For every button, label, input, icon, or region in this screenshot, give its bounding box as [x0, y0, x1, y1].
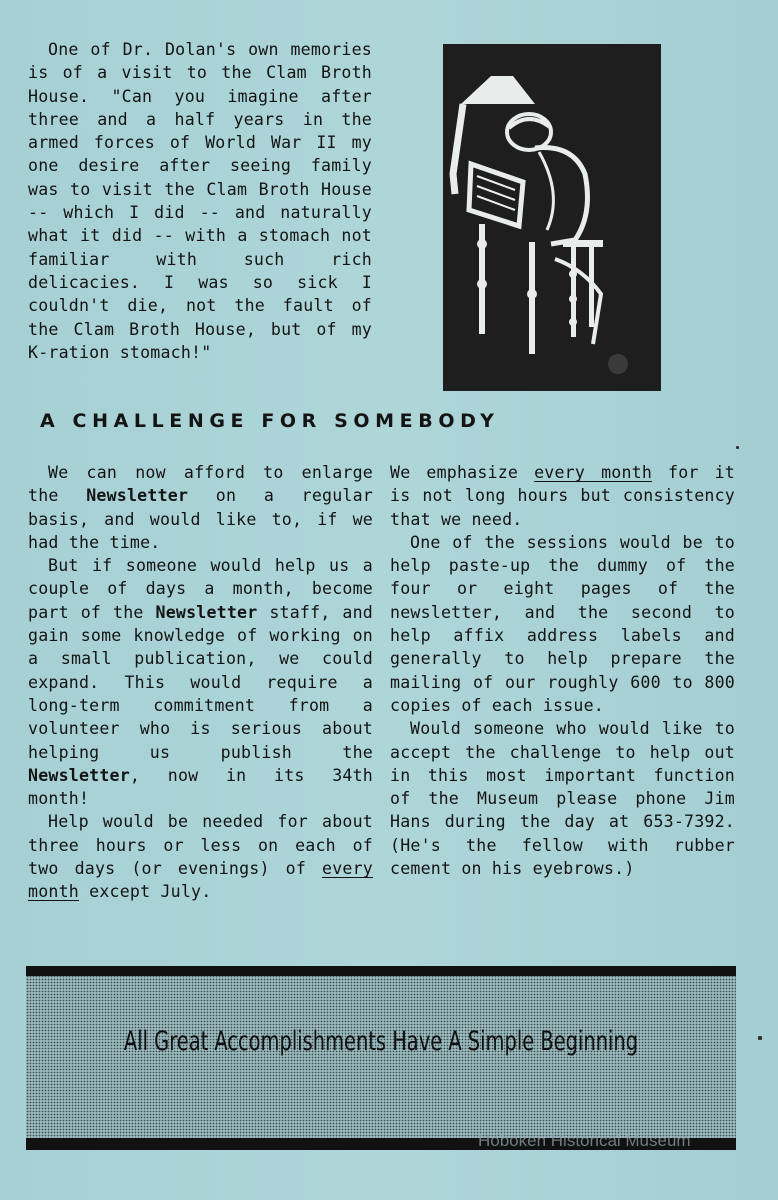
article-text: , now in its 34th month!	[28, 765, 373, 809]
article-paragraph	[28, 461, 373, 554]
print-speck	[758, 1036, 762, 1040]
article-text: staff, and gain some knowledge of working on a small publication, we could expand. This would require a long-term commitment from a volunteer who is serious about helping us publish the	[28, 602, 373, 762]
article-paragraph: Would someone who would like to accept the challenge to help out in this most important function of the Museum please phone Jim Hans during the day at 653-7392. (He's the fellow with rubber cement on his eyebrows.)	[390, 719, 735, 879]
article-paragraph	[390, 461, 735, 531]
article-left-column	[28, 461, 373, 904]
article-paragraph	[28, 554, 373, 810]
article-text: for it is not long hours but consistency that we need.	[390, 463, 735, 529]
article-text: Help would be needed for about three hours or less on each of two days (or evenings) of	[28, 812, 373, 879]
every-month-emphasis: every month	[534, 463, 653, 482]
museum-watermark: Hoboken Historical Museum	[478, 1131, 691, 1150]
article-paragraph: One of the sessions would be to help paste-up the dummy of the four or eight pages of the newsletter, and the second to help affix address labels and generally to help prepare the mailing of our roughly 600 to 800 copies of each issue.	[390, 532, 735, 715]
article-text: We emphasize	[390, 463, 535, 482]
slogan-banner	[26, 966, 736, 1150]
dolan-memory-paragraph	[28, 38, 372, 364]
article-text: We can now afford to enlarge the	[28, 463, 373, 506]
newsletter-name: Newsletter	[86, 486, 189, 506]
article-text: But if someone would help us a couple of days a month, become part of the	[28, 556, 373, 622]
article-text: on a regular basis, and would like to, if we had the time.	[28, 486, 373, 552]
dolan-memory-text: One of Dr. Dolan's own memories is of a visit to the Clam Broth House. "Can you imagine after three and a half years in the armed forces of World War II my one desire after seeing family was to visit the Clam Broth House -- which I did -- and naturally what it did -- with a stomach not familiar with such rich delicacies. I was so sick I couldn't die, not the fault of the Clam Broth House, but of my K-ration stomach!"	[28, 40, 372, 362]
slogan-text: All Great Accomplishments Have A Simple Beginning	[123, 1026, 639, 1057]
every-month-emphasis: every month	[28, 859, 373, 902]
bartender-at-cash-register-icon	[443, 44, 661, 391]
article-right-column	[390, 461, 735, 880]
article-paragraph	[28, 810, 373, 903]
banner-top-rule	[26, 966, 736, 976]
challenge-headline: A CHALLENGE FOR SOMEBODY	[40, 410, 500, 432]
print-speck	[736, 446, 739, 449]
article-text: except July.	[78, 882, 212, 902]
clam-broth-house-illustration	[443, 44, 661, 391]
newsletter-name: Newsletter	[28, 765, 130, 785]
newsletter-name: Newsletter	[155, 602, 258, 622]
